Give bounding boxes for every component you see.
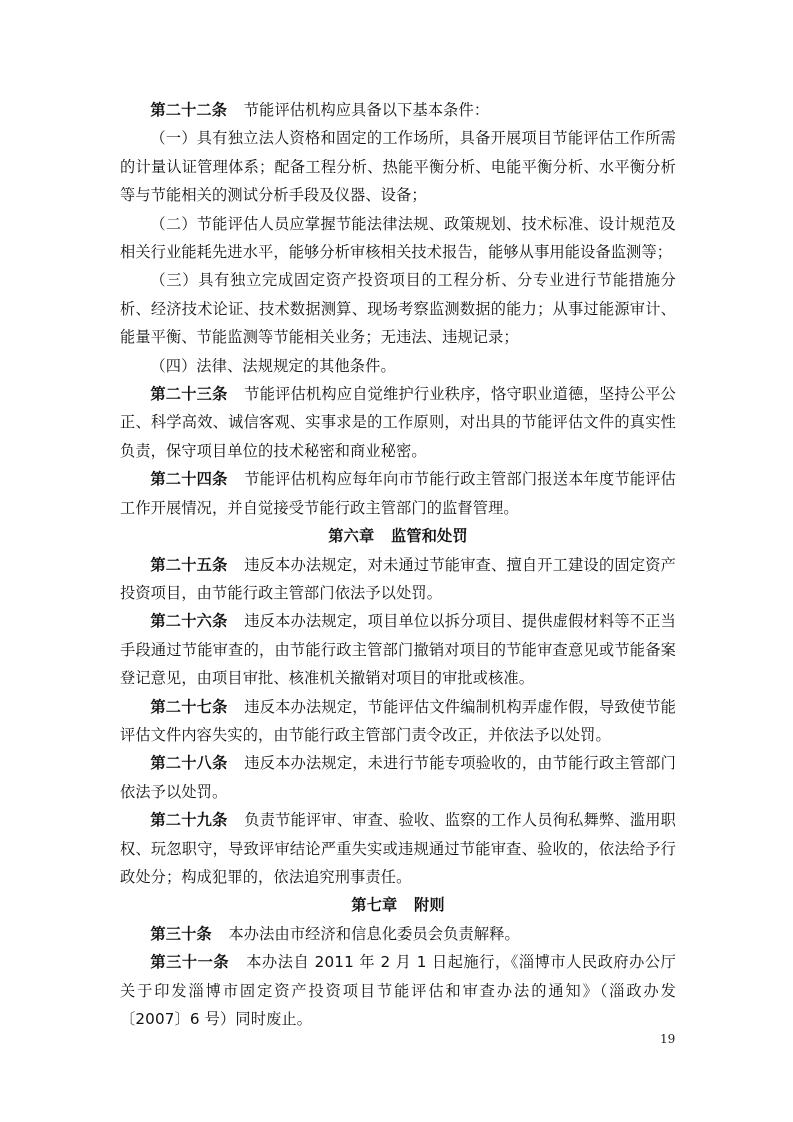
article-text: 违反本办法规定，节能评估文件编制机构弄虚作假，导致使节能评估文件内容失实的，由节能行政主管部门责令改正，并依法予以处罚。 [120,697,677,744]
article-23 [120,380,676,465]
condition-1 [120,124,676,209]
condition-2 [120,210,676,267]
article-text: 本办法自 2011 年 2 月 1 日起施行，《淄博市人民政府办公厅关于印发淄博市固定资产投资项目节能评估和审查办法的通知》（淄政办发〔2007〕6 号）同时废止。 [120,953,677,1028]
article-number: 第三十条 [150,924,212,943]
article-text: 违反本办法规定，对未通过节能审查、擅自开工建设的固定资产投资项目，由节能行政主管部门依法予以处罚。 [120,555,677,602]
article-24 [120,465,676,522]
article-number: 第二十七条 [150,697,228,716]
article-text: 违反本办法规定，未进行节能专项验收的，由节能行政主管部门依法予以处罚。 [120,754,677,801]
article-text: 节能评估机构应自觉维护行业秩序，恪守职业道德，坚持公平公正、科学高效、诚信客观、实事求是的工作原则，对出具的节能评估文件的真实性负责，保守项目单位的技术秘密和商业秘密。 [120,385,677,460]
article-number: 第二十六条 [150,612,228,631]
chapter-title: 监管和处罚 [391,527,468,546]
chapter-number: 第六章 [328,527,375,546]
chapter-7-heading [120,891,676,919]
chapter-number: 第七章 [351,896,398,915]
article-number: 第二十八条 [150,754,228,773]
article-text: 节能评估机构应具备以下基本条件： [243,101,490,119]
article-31 [120,948,676,1033]
condition-3 [120,266,676,351]
chapter-title: 附则 [414,896,445,915]
condition-4 [120,352,676,380]
article-text: 违反本办法规定，项目单位以拆分项目、提供虚假材料等不正当手段通过节能审查的，由节能行政主管部门撤销对项目的节能审查意见或节能备案登记意见，由项目审批、核准机关撤销对项目的审批或核准。 [120,612,677,688]
article-number: 第二十九条 [150,811,228,830]
article-number: 第二十四条 [150,470,228,489]
document-body [120,96,676,1033]
article-30 [120,920,676,948]
article-28 [120,749,676,806]
article-number: 第二十二条 [150,101,228,119]
condition-text: （一）具有独立法人资格和固定的工作场所，具备开展项目节能评估工作所需的计量认证管理体系；配备工程分析、热能平衡分析、电能平衡分析、水平衡分析等与节能相关的测试分析手段及仪器、设备； [120,129,676,205]
condition-text: （四）法律、法规规定的其他条件。 [150,356,396,375]
article-22 [120,96,676,124]
page-number: 19 [660,1032,676,1046]
article-25 [120,551,676,608]
article-27 [120,693,676,750]
article-text: 节能评估机构应每年向市节能行政主管部门报送本年度节能评估工作开展情况，并自觉接受节能行政主管部门的监督管理。 [120,470,677,517]
chapter-6-heading [120,522,676,550]
article-number: 第二十五条 [150,555,228,574]
condition-text: （二）节能评估人员应掌握节能法律法规、政策规划、技术标准、设计规范及相关行业能耗先进水平，能够分析审核相关技术报告，能够从事用能设备监测等； [120,214,676,262]
article-29 [120,806,676,891]
article-26 [120,607,676,692]
article-text: 负责节能评审、审查、验收、监察的工作人员徇私舞弊、滥用职权、玩忽职守，导致评审结论严重失实或违规通过节能审查、验收的，依法给予行政处分；构成犯罪的，依法追究刑事责任。 [120,811,677,886]
article-number: 第三十一条 [150,953,230,972]
article-text: 本办法由市经济和信息化委员会负责解释。 [228,924,520,943]
article-number: 第二十三条 [150,385,228,404]
condition-text: （三）具有独立完成固定资产投资项目的工程分析、分专业进行节能措施分析、经济技术论证、技术数据测算、现场考察监测数据的能力；从事过能源审计、能量平衡、节能监测等节能相关业务；无违法、违规记录； [120,271,676,347]
